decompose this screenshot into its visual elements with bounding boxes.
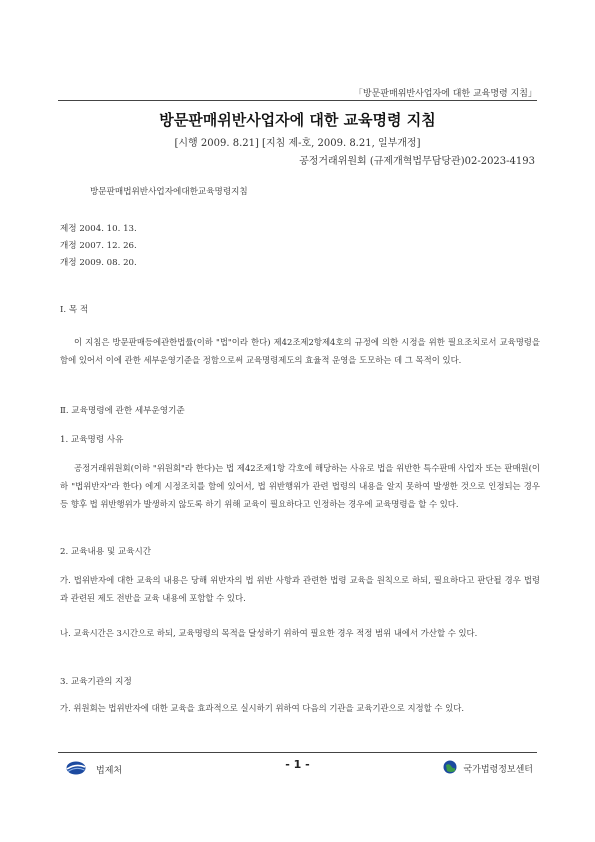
section-heading: Ⅰ. 목 적 — [60, 305, 89, 315]
section-paragraph: 가. 법위반자에 대한 교육의 내용은 당해 위반자의 법 위반 사항과 관련한 법령 교육을 원칙으로 하되, 필요하다고 판단될 경우 법령과 관련된 제도 전반을 교육 내용에 포함할 수 있다. — [60, 575, 540, 603]
history-item: 개정 2007. 12. 26. — [60, 241, 137, 251]
document-name: 방문판매법위반사업자에대한교육명령지침 — [90, 187, 248, 197]
footer-divider — [58, 752, 537, 753]
footer-right-label: 국가법령정보센터 — [463, 765, 533, 775]
section-paragraph: 공정거래위원회(이하 "위원회"라 한다)는 법 제42조제1항 각호에 해당하는 사유로 법을 위반한 특수판매 사업자 또는 판매원(이하 "법위반자"라 한다) 에게 시정조치를 함에 있어서, 법 위반행위가 관련 법령의 내용을 알지 못하여 발생한 것으로 인정되는 경우 등 향후 법 위반행위가 발생하지 않도록 하기 위해 교육이 필요하다고 인정하는 경우에 교육명령을 할 수 있다. — [60, 463, 540, 509]
history-item: 제정 2004. 10. 13. — [60, 224, 137, 234]
subsection-heading: 1. 교육명령 사유 — [60, 435, 124, 445]
history-item: 개정 2009. 08. 20. — [60, 258, 137, 268]
globe-logo-icon — [443, 759, 457, 778]
subsection-heading: 2. 교육내용 및 교육시간 — [60, 547, 152, 557]
footer-right — [443, 759, 533, 778]
subsection-heading: 3. 교육기관의 지정 — [60, 677, 132, 687]
section-paragraph: 이 지침은 방문판매등에관한법률(이하 "법"이라 한다) 제42조제2항제4호의 규정에 의한 시정을 위한 필요조치로서 교육명령을 함에 있어서 이에 관한 세부운영기준을 정함으로써 교육명령제도의 효율적 운영을 도모하는 데 그 목적이 있다. — [60, 337, 540, 365]
enforcement-info: [시행 2009. 8.21] [지침 제-호, 2009. 8.21, 일부개정] — [174, 138, 421, 149]
section-heading: Ⅱ. 교육명령에 관한 세부운영기준 — [60, 406, 185, 416]
header-divider — [58, 100, 537, 101]
running-header: 「방문판매위반사업자에 대한 교육명령 지침」 — [353, 89, 537, 99]
agency-contact: 공정거래위원회 (규제개혁법무담당관)02-2023-4193 — [299, 156, 535, 167]
section-paragraph: 가. 위원회는 법위반자에 대한 교육을 효과적으로 실시하기 위하여 다음의 기관을 교육기관으로 지정할 수 있다. — [60, 703, 464, 713]
page-number: - 1 - — [285, 758, 310, 771]
section-paragraph: 나. 교육시간은 3시간으로 하되, 교육명령의 목적을 달성하기 위하여 필요한 경우 적정 범위 내에서 가산할 수 있다. — [60, 628, 478, 638]
page-title: 방문판매위반사업자에 대한 교육명령 지침 — [159, 111, 436, 129]
footer-left-label: 법제처 — [96, 766, 123, 776]
